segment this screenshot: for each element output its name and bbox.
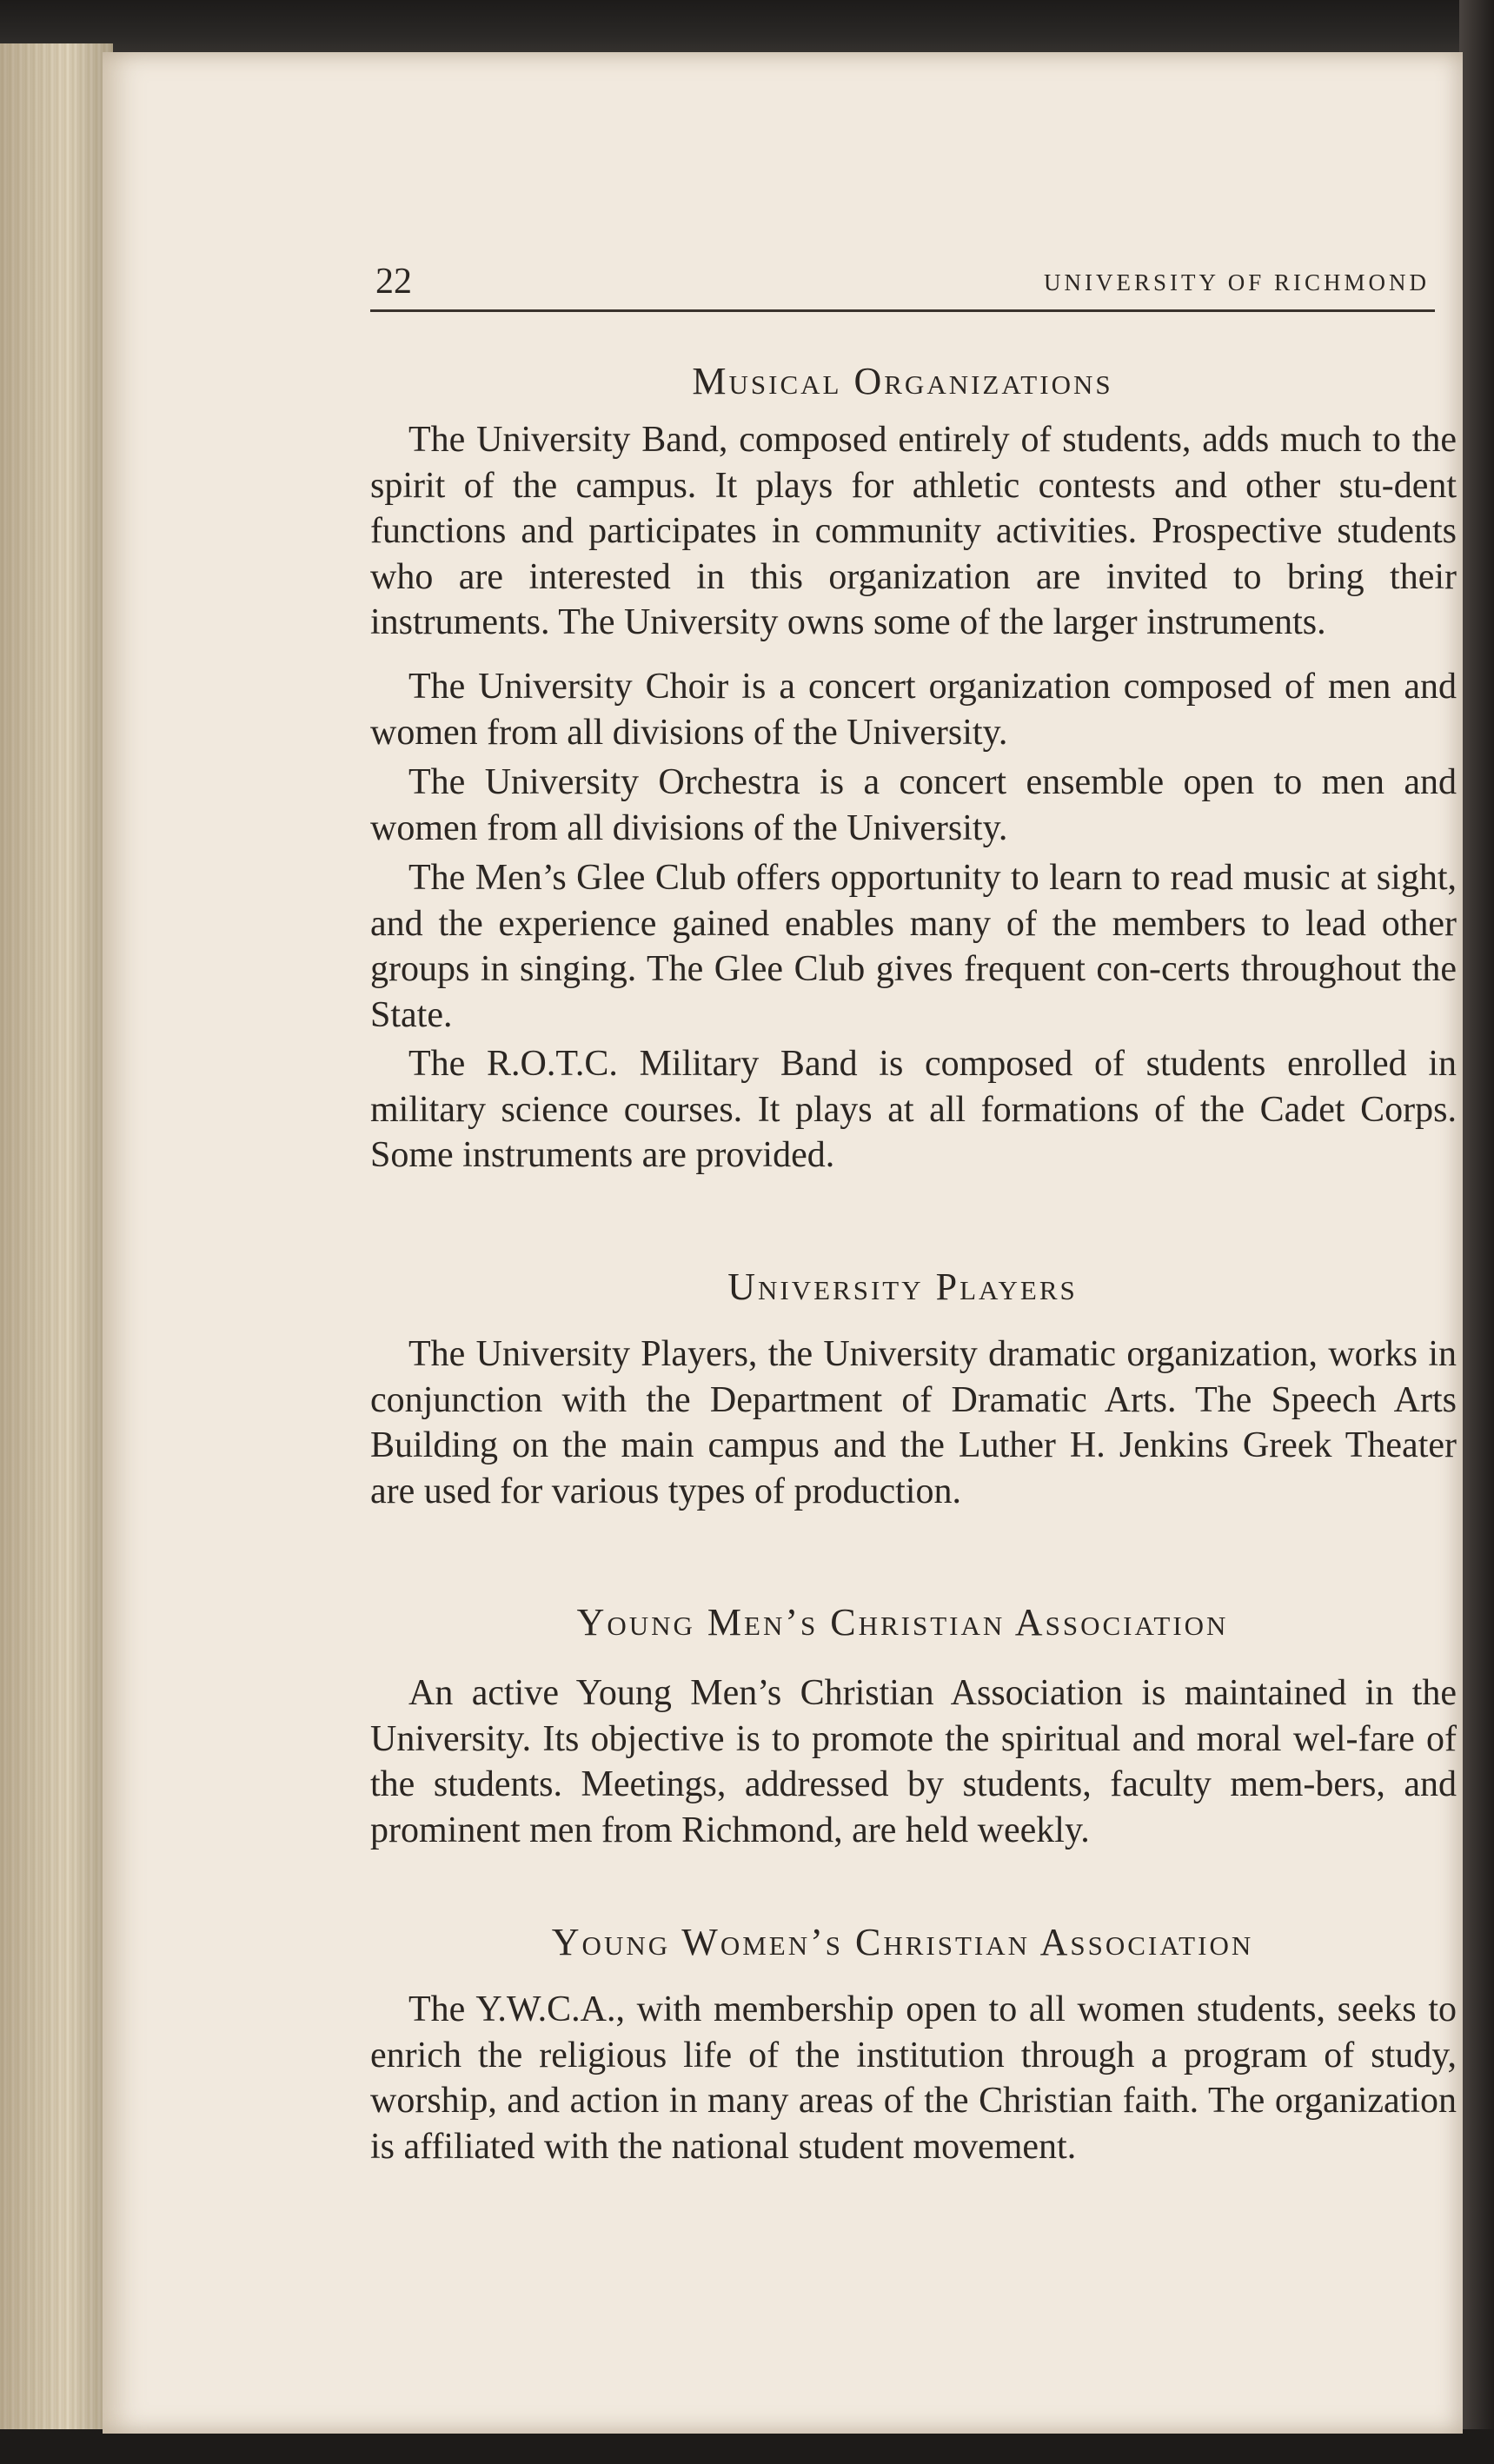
paragraph-ymca: An active Young Men’s Christian Association is maintained in the University. Its objective is to promote the spiritual and moral wel-fare of the students. Meetings, addressed by students, faculty mem-bers, and prominent men from Richmond, are held weekly.	[370, 1673, 1457, 1850]
page-number: 22	[375, 262, 412, 302]
running-head	[370, 257, 1435, 312]
running-title: UNIVERSITY OF RICHMOND	[1043, 269, 1430, 296]
paragraph-mens-glee-club: The Men’s Glee Club offers opportunity to learn to read music at sight, and the experience gained enables many of the members to lead other groups in singing. The Glee Club gives frequent con-certs throughout the State.	[370, 858, 1457, 1035]
paragraph-university-choir: The University Choir is a concert organization composed of men and women from all divisions of the University.	[370, 667, 1457, 753]
section-heading-university-players: University Players	[727, 1265, 1078, 1308]
paragraph-university-band: The University Band, composed entirely of students, adds much to the spirit of the campus. It plays for athletic contests and other stu-dent functions and participates in community activities. Prospective students who are interested in this organization are invited to bring their instruments. The University owns some of the larger instruments.	[370, 420, 1457, 642]
paragraph-rotc-band: The R.O.T.C. Military Band is composed of students enrolled in military science courses. It plays at all formations of the Cadet Corps. Some instruments are provided.	[370, 1044, 1457, 1175]
section-heading-ymca: Young Men’s Christian Association	[576, 1601, 1229, 1644]
section-heading-musical-organizations: Musical Organizations	[692, 360, 1113, 402]
paragraph-university-players: The University Players, the University dramatic organization, works in conjunction with the Department of Dramatic Arts. The Speech Arts Building on the main campus and the Luther H. Jenkins Greek Theater are used for various types of production.	[370, 1334, 1457, 1511]
paragraph-ywca: The Y.W.C.A., with membership open to all women students, seeks to enrich the religious life of the institution through a program of study, worship, and action in many areas of the Christian faith. The organization is affiliated with the national student movement.	[370, 1989, 1457, 2167]
page-stack-shadow	[0, 43, 113, 2442]
book-cover-right-edge	[1459, 0, 1494, 2464]
paragraph-university-orchestra: The University Orchestra is a concert ensemble open to men and women from all divisions of the University.	[370, 762, 1457, 848]
section-heading-ywca: Young Women’s Christian Association	[551, 1921, 1254, 1963]
book-page	[103, 52, 1463, 2434]
book-cover-bottom-edge	[0, 2429, 1494, 2464]
